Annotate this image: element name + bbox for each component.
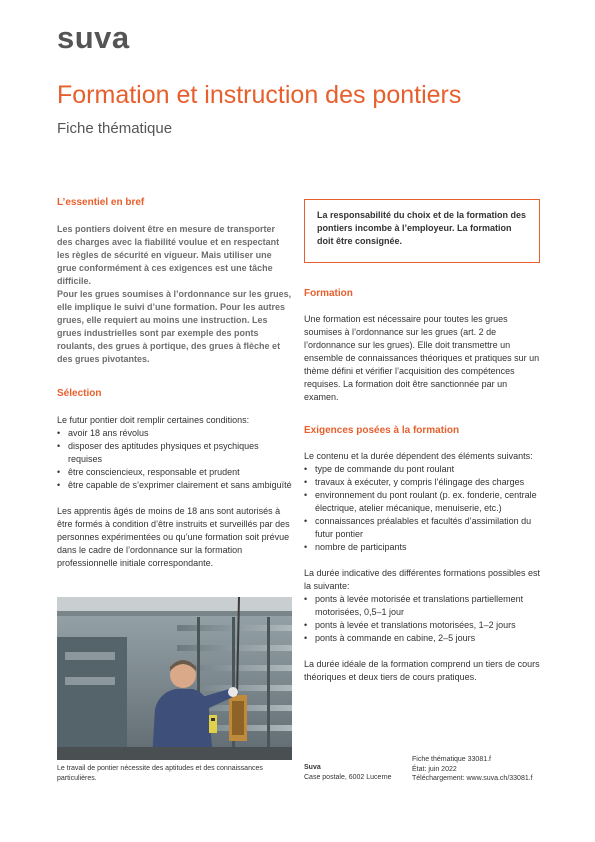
list-item: • nombre de participants — [304, 542, 407, 552]
crane-operator-photo — [57, 597, 292, 760]
footer-doc — [412, 755, 533, 784]
list-item: • avoir 18 ans révolus — [57, 428, 149, 438]
duration-intro: La durée indicative des différentes formations possibles est la suivante: — [304, 568, 540, 591]
suva-logo: suva — [57, 20, 130, 55]
page-title: Formation et instruction des pontiers — [57, 81, 462, 109]
formation-heading: Formation — [304, 288, 353, 299]
selection-list — [57, 427, 293, 492]
list-item: • travaux à exécuter, y compris l’élingage des charges — [304, 477, 525, 487]
list-item: • ponts à levée motorisée et translations partiellement motorisées, 0,5–1 jour — [304, 594, 524, 617]
responsibility-box — [304, 199, 540, 263]
right-column — [304, 199, 540, 684]
list-item: • disposer des aptitudes physiques et psychiques requises — [57, 441, 259, 464]
selection-intro: Le futur pontier doit remplir certaines conditions: — [57, 415, 250, 425]
list-item: • être consciencieux, responsable et prudent — [57, 467, 240, 477]
exigences-heading: Exigences posées à la formation — [304, 425, 460, 436]
duration-closing: La durée idéale de la formation comprend un tiers de cours théoriques et deux tiers de cours pratiques. — [304, 659, 540, 682]
duration-list — [304, 593, 540, 645]
photo-caption: Le travail de pontier nécessite des aptitudes et des connaissances particulières. — [57, 765, 263, 782]
list-item: • environnement du pont roulant (p. ex. fonderie, centrale électrique, atelier mécanique, menuiserie, etc.) — [304, 490, 537, 513]
formation-para: Une formation est nécessaire pour toutes les grues soumises à l’ordonnance sur les grues (art. 2 de l’ordonnance sur les grues). Elle doit transmettre un ensemble de connaissances théoriques et pratiques sur un thème défini et vérifier l’acquisition des compétences requises. La formation doit être sanctionnée par un examen. — [304, 314, 540, 402]
list-item: • ponts à levée et translations motorisées, 1–2 jours — [304, 620, 516, 630]
exigences-list — [304, 463, 540, 554]
list-item: • être capable de s’exprimer clairement et sans ambiguïté — [57, 480, 292, 490]
essentiel-para-1: Les pontiers doivent être en mesure de transporter des charges avec la fiabilité voulue et en respectant les règles de sécurité en vigueur. Mais utiliser une grue conformément à ces exigences est une tâche difficile. — [57, 224, 280, 286]
essentiel-heading: L’essentiel en bref — [57, 197, 145, 208]
footer-org — [304, 763, 392, 782]
footer-doc-download[interactable]: Téléchargement: www.suva.ch/33081.f — [412, 775, 533, 782]
footer-doc-state: État: juin 2022 — [412, 765, 457, 773]
footer-doc-ref: Fiche thématique 33081.f — [412, 756, 491, 763]
responsibility-text: La responsabilité du choix et de la formation des pontiers incombe à l’employeur. La formation doit être consignée. — [317, 210, 527, 246]
page-subtitle: Fiche thématique — [57, 120, 173, 137]
selection-heading: Sélection — [57, 388, 102, 399]
left-column — [57, 196, 293, 570]
list-item: • type de commande du pont roulant — [304, 464, 455, 474]
list-item: • ponts à commande en cabine, 2–5 jours — [304, 633, 476, 643]
exigences-intro: Le contenu et la durée dépendent des éléments suivants: — [304, 451, 533, 461]
selection-para: Les apprentis âgés de moins de 18 ans sont autorisés à être formés à condition d’être instruits et surveillés par des personnes expérimentées ou qu’une formation soit prévue dans le cadre de l’ordonnance sur la formation professionnelle initiale correspondante. — [57, 506, 290, 568]
essentiel-para-2: Pour les grues soumises à l’ordonnance sur les grues, elle implique le suivi d’une formation. Pour les autres grues, elle requiert au moins une instruction. Les grues industrielles sont par exemple des ponts roulants, des grues à portique, des grues à flèche et des grues pivotantes. — [57, 289, 292, 364]
footer-org-address: Case postale, 6002 Lucerne — [304, 773, 392, 781]
footer-org-name: Suva — [304, 764, 321, 771]
list-item: • connaissances préalables et facultés d’assimilation du futur pontier — [304, 516, 532, 539]
